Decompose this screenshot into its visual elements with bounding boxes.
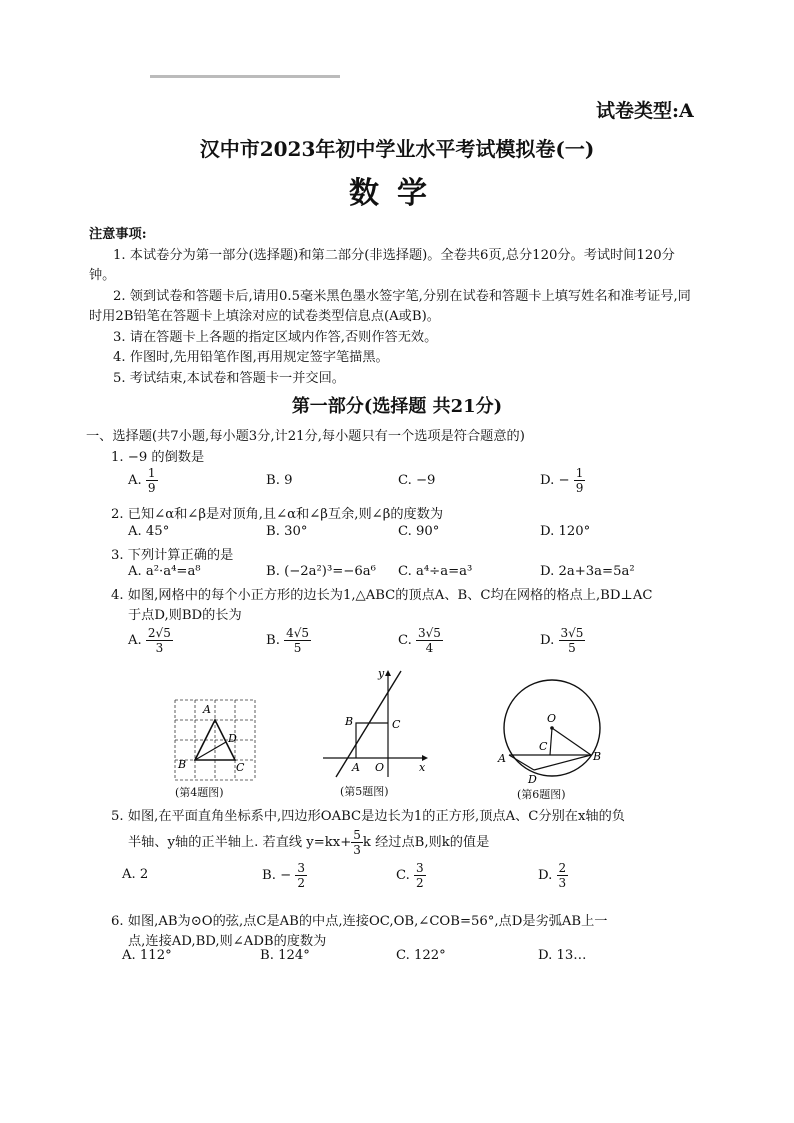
q6-stem-line2: 点,连接AD,BD,则∠ADB的度数为 (128, 934, 327, 949)
q4-d-num: 3√5 (560, 626, 584, 640)
q5-stem-line1: 5. 如图,在平面直角坐标系中,四边形OABC是边长为1的正方形,顶点A、C分别在x轴的负 (111, 809, 625, 824)
figure-5-label-b: B (345, 715, 354, 728)
q5-b-num: 3 (297, 861, 305, 875)
figure-5-label-c: C (392, 718, 401, 731)
q1-a-num: 1 (147, 466, 156, 480)
figure-6-caption: (第6题图) (517, 788, 566, 801)
scan-artifact-line (150, 75, 340, 78)
q6-stem-line1: 6. 如图,AB为⊙O的弦,点C是AB的中点,连接OC,OB,∠COB=56°,点D是劣弧AB上一 (111, 914, 608, 929)
q6-option-a[interactable]: A. 112° (122, 948, 172, 963)
q5-d-fraction (557, 861, 569, 890)
q4-stem-line1: 4. 如图,网格中的每个小正方形的边长为1,△ABC的顶点A、B、C均在网格的格点上,BD⊥AC (111, 588, 653, 603)
exam-title: 汉中市2023年初中学业水平考试模拟卷(一) (199, 137, 595, 161)
q5-b-den: 2 (297, 876, 305, 890)
section-heading: 第一部分(选择题 共21分) (291, 396, 503, 417)
q4-c-den: 4 (425, 641, 434, 655)
q5-d-den: 3 (558, 876, 567, 890)
q5-option-a[interactable]: A. 2 (122, 867, 149, 882)
q5-c-num: 3 (416, 861, 424, 875)
note-item-2: 2. 领到试卷和答题卡后,请用0.5毫米黑色墨水签字笔,分别在试卷和答题卡上填写姓名和准考证号,同时用2B铅笔在答题卡上填涂对应的试卷类型信息点(A或B)。 (89, 288, 691, 324)
q4-b-label: B. (266, 633, 280, 648)
figure-5-label-x: x (419, 761, 426, 774)
q1-a-fraction (146, 466, 158, 495)
q2-option-b[interactable]: B. 30° (266, 524, 308, 539)
q5-stem-fraction (351, 828, 363, 857)
q3-option-b[interactable]: B. (−2a²)³=−6a⁶ (266, 564, 376, 579)
figure-5-label-o: O (375, 761, 385, 774)
q3-option-c[interactable]: C. a⁴÷a=a³ (398, 564, 473, 579)
q1-d-den: 9 (575, 481, 584, 495)
q1-d-num: 1 (575, 466, 584, 480)
q4-stem-line2: 于点D,则BD的长为 (128, 608, 242, 623)
q5-c-label: C. (396, 868, 410, 883)
q4-option-d[interactable] (540, 626, 585, 655)
q4-c-label: C. (398, 633, 412, 648)
q5-option-d[interactable] (538, 861, 568, 890)
figure-5-label-y: y (378, 667, 385, 680)
q2-option-c[interactable]: C. 90° (398, 524, 440, 539)
q1-a-label: A. (128, 473, 142, 488)
q1-d-label: D. − (540, 473, 570, 488)
figure-6-label-d: D (528, 773, 537, 786)
note-item-5: 5. 考试结束,本试卷和答题卡一并交回。 (113, 370, 345, 386)
q5-b-fraction (295, 861, 307, 890)
q1-option-a[interactable] (128, 466, 158, 495)
q5-stem-pre: 半轴、y轴的正半轴上. 若直线 y=kx+ (128, 835, 352, 850)
figure-6-diagram (495, 678, 605, 790)
part-intro: 一、选择题(共7小题,每小题3分,计21分,每小题只有一个选项是符合题意的) (86, 429, 525, 444)
q1-stem: 1. −9 的倒数是 (111, 450, 205, 465)
figure-4-caption: (第4题图) (175, 786, 224, 799)
q4-a-num: 2√5 (147, 626, 171, 640)
figure-5-diagram (318, 665, 433, 783)
q1-option-d[interactable] (540, 466, 585, 495)
figure-4-label-b: B (178, 758, 187, 771)
q5-c-den: 2 (416, 876, 424, 890)
subject-title: 数学 (349, 176, 445, 211)
q3-stem: 3. 下列计算正确的是 (111, 548, 234, 563)
q1-option-b[interactable]: B. 9 (266, 473, 293, 488)
q4-d-den: 5 (568, 641, 576, 655)
q6-option-c[interactable]: C. 122° (396, 948, 446, 963)
q1-d-fraction (574, 466, 586, 495)
q5-stem-den: 3 (353, 843, 361, 857)
note-item-4: 4. 作图时,先用铅笔作图,再用规定签字笔描黑。 (113, 350, 389, 365)
q6-option-d[interactable]: D. 13… (538, 948, 587, 963)
figure-6-segment-bd (534, 755, 591, 770)
q2-stem: 2. 已知∠α和∠β是对顶角,且∠α和∠β互余,则∠β的度数为 (111, 507, 444, 522)
q4-c-fraction (416, 626, 443, 655)
figure-5-caption: (第5题图) (340, 785, 389, 798)
figure-4-label-d: D (228, 732, 237, 745)
figure-6-center-dot (550, 726, 554, 730)
notes-block (89, 225, 699, 389)
figure-4 (170, 695, 260, 799)
q2-option-a[interactable]: A. 45° (128, 524, 170, 539)
q4-b-num: 4√5 (286, 626, 310, 640)
figure-5-label-a: A (352, 761, 360, 774)
figure-4-diagram (170, 695, 260, 785)
q4-a-fraction (146, 626, 173, 655)
q5-stem-num: 5 (353, 828, 361, 842)
q5-option-c[interactable] (396, 861, 426, 890)
figure-5-square (356, 723, 388, 758)
q5-stem-line2 (128, 828, 489, 857)
figure-5 (318, 665, 433, 798)
q5-d-label: D. (538, 868, 553, 883)
q4-d-label: D. (540, 633, 555, 648)
q5-b-label: B. − (262, 868, 292, 883)
note-item-1: 1. 本试卷分为第一部分(选择题)和第二部分(非选择题)。全卷共6页,总分120分。考试时间120分钟。 (89, 247, 675, 283)
figure-6-segment-ad (509, 755, 534, 770)
q5-d-num: 2 (558, 861, 567, 875)
q5-stem-post: k 经过点B,则k的值是 (362, 835, 490, 850)
q3-option-d[interactable]: D. 2a+3a=5a² (540, 564, 635, 579)
q5-option-b[interactable] (262, 861, 307, 890)
q4-b-fraction (284, 626, 311, 655)
q4-d-fraction (559, 626, 586, 655)
figure-6-label-a: A (498, 752, 506, 765)
q1-a-den: 9 (147, 481, 156, 495)
paper-type: 试卷类型:A (596, 100, 694, 122)
q5-c-fraction (414, 861, 426, 890)
figure-6-segment-oc (550, 728, 552, 755)
figure-4-label-a: A (203, 703, 211, 716)
notes-heading: 注意事项: (89, 227, 147, 242)
figure-5-y-arrow (385, 670, 391, 676)
q4-a-den: 3 (155, 641, 164, 655)
q4-a-label: A. (128, 633, 142, 648)
figure-6 (495, 678, 605, 801)
q6-option-b[interactable]: B. 124° (260, 948, 310, 963)
q4-option-a[interactable] (128, 626, 173, 655)
figure-4-label-c: C (236, 761, 245, 774)
figure-6-label-b: B (593, 750, 602, 763)
figure-6-label-c: C (539, 740, 548, 753)
q4-c-num: 3√5 (418, 626, 441, 640)
figure-6-radius-ob (552, 728, 591, 755)
figure-6-label-o: O (547, 712, 557, 725)
q3-option-a[interactable]: A. a²·a⁴=a⁸ (128, 564, 201, 579)
q4-option-c[interactable] (398, 626, 443, 655)
note-item-3: 3. 请在答题卡上各题的指定区域内作答,否则作答无效。 (113, 329, 438, 345)
q1-option-c[interactable]: C. −9 (398, 473, 436, 488)
q2-option-d[interactable]: D. 120° (540, 524, 591, 539)
q4-option-b[interactable] (266, 626, 311, 655)
q4-b-den: 5 (293, 641, 302, 655)
